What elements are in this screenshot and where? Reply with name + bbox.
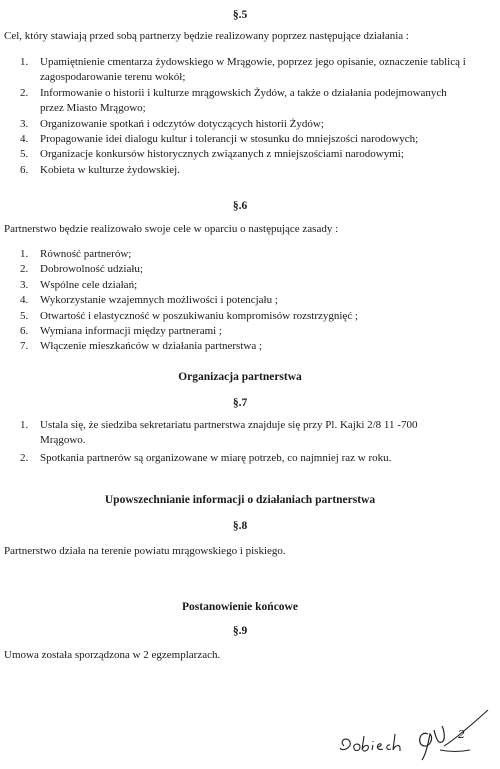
list-item: 4. Propagowanie idei dialogu kultur i tolerancji w stosunku do mniejszości narodowych; [20,133,419,146]
section-7-list [0,418,470,466]
organization-title: Organizacja partnerstwa [178,371,302,383]
list-item: 1. Ustala się, że siedziba sekretariatu partnerstwa znajduje się przy Pl. Kajki 2/8 11 -700 Mrągowo. [20,419,418,446]
section-9-heading: §.9 [232,625,248,637]
section-8-text: Partnerstwo działa na terenie powiatu mrągowskiego i piskiego. [4,545,286,557]
final-provisions-title: Postanowienie końcowe [182,601,298,613]
information-title: Upowszechnianie informacji o działaniach partnerstwa [104,494,376,506]
list-item: 4. Wykorzystanie wzajemnych możliwości i potencjału ; [20,294,278,307]
section-5-intro: Cel, który stawiają przed sobą partnerzy będzie realizowany poprzez następujące działania : [4,30,409,42]
section-8-heading: §.8 [232,520,248,532]
section-5-list [0,55,470,178]
signature-area [330,700,500,764]
section-6-intro: Partnerstwo będzie realizowało swoje cele w oparciu o następujące zasady : [4,223,339,235]
list-item: 6. Wymiana informacji między partnerami ; [20,325,222,338]
list-item: 5. Otwartość i elastyczność w poszukiwaniu kompromisów rozstrzygnięć ; [20,309,359,322]
handwritten-signature-image [330,700,500,764]
section-5-heading: §.5 [232,9,248,21]
list-item: 2. Dobrowolność udziału; [20,263,143,276]
section-7-heading: §.7 [232,397,248,409]
list-item: 2. Spotkania partnerów są organizowane w miarę potrzeb, co najmniej raz w roku. [20,452,392,464]
list-item: 2. Informowanie o historii i kulturze mrągowskich Żydów, a także o działania podejmowanych przez Miasto Mrągowo; [20,86,447,115]
list-item: 6. Kobieta w kulturze żydowskiej. [20,163,180,176]
list-item: 3. Wspólne cele działań; [20,278,138,291]
page-number-mark: 2 [458,728,465,741]
section-6-list [0,247,470,355]
section-9-text: Umowa została sporządzona w 2 egzemplarzach. [4,649,221,661]
section-6-heading: §.6 [232,200,248,212]
list-item: 1. Równość partnerów; [20,248,132,260]
list-item: 1. Upamiętnienie cmentarza żydowskiego w Mrągowie, poprzez jego opisanie, oznaczenie tablicą i zagospodarowanie terenu wokół; [20,56,466,84]
list-item: 3. Organizowanie spotkań i odczytów dotyczących historii Żydów; [20,117,324,130]
list-item: 5. Organizacje konkursów historycznych związanych z mniejszościami narodowymi; [20,148,404,161]
list-item: 7. Włączenie mieszkańców w działania partnerstwa ; [20,340,263,353]
